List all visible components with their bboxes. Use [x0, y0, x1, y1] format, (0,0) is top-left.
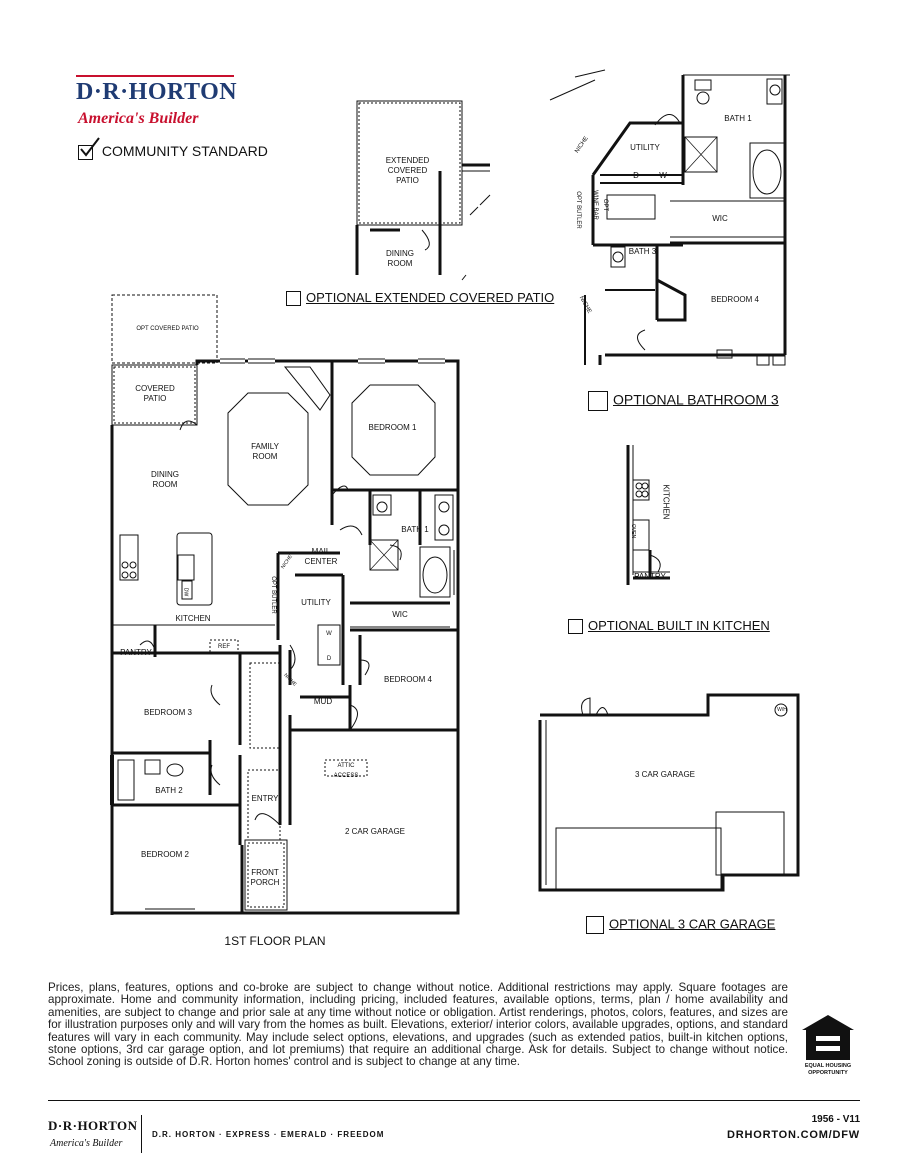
- community-standard: [78, 143, 268, 160]
- b3-opt-butler-label: OPT BUTLER: [575, 191, 581, 229]
- first-floor-plan-drawing: [100, 285, 470, 915]
- bath2-label: BATH 2: [155, 786, 183, 795]
- b3-utility-label: UTILITY: [630, 143, 660, 152]
- bedroom2-label: BEDROOM 2: [140, 850, 189, 859]
- check-icon: [78, 145, 93, 160]
- garage3-drawing: [528, 690, 803, 900]
- option-label: OPTIONAL EXTENDED COVERED PATIO: [306, 290, 555, 305]
- pantry-label: PANTRY: [120, 648, 152, 657]
- niche-label: NICHE: [280, 553, 294, 571]
- extended-covered-patio-label: EXTENDED COVERED PATIO: [385, 156, 430, 185]
- optional-bathroom3-option[interactable]: [588, 391, 779, 411]
- option-checkbox[interactable]: [588, 391, 608, 411]
- footer-logo-tagline: America's Builder: [50, 1138, 123, 1149]
- b3-bath1-label: BATH 1: [724, 114, 752, 123]
- b3-wic-label: WIC: [712, 214, 728, 223]
- b3-bedroom4-label: BEDROOM 4: [710, 295, 759, 304]
- footer-logo-wordmark: D·R·HORTON: [48, 1118, 138, 1133]
- b3-niche2-label: NICHE: [577, 295, 593, 315]
- option-label: OPTIONAL BATHROOM 3: [613, 391, 779, 408]
- footer-rule: [48, 1100, 860, 1101]
- opt-butler-label: OPT BUTLER: [270, 576, 276, 614]
- option-label: OPTIONAL 3 CAR GARAGE: [609, 916, 776, 932]
- built-in-kitchen-drawing: [620, 440, 680, 590]
- front-porch-label: FRONT PORCH: [250, 868, 280, 887]
- plan-code: 1956 - V11: [811, 1114, 860, 1125]
- b3-niche-label: NICHE: [574, 135, 590, 155]
- entry-label: ENTRY: [251, 794, 279, 803]
- logo-tagline: America's Builder: [78, 110, 199, 127]
- option-label: OPTIONAL BUILT IN KITCHEN: [588, 618, 770, 633]
- first-floor-plan-title: 1ST FLOOR PLAN: [224, 934, 326, 948]
- community-standard-label: COMMUNITY STANDARD: [101, 143, 268, 159]
- ref-label: REF: [218, 644, 230, 650]
- washer-label: W: [326, 631, 332, 637]
- dining-room-label: DINING ROOM: [151, 470, 179, 489]
- covered-patio-label: COVERED PATIO: [135, 384, 175, 403]
- drhorton-logo: [76, 75, 236, 130]
- option-checkbox[interactable]: [586, 916, 604, 934]
- attic-access-label: ATTIC ACCESS: [333, 763, 359, 779]
- bedroom1-label: BEDROOM 1: [368, 423, 417, 432]
- bedroom3-label: BEDROOM 3: [143, 708, 192, 717]
- b3-bath3-label: BATH 3: [628, 247, 657, 256]
- b3-washer-label: W: [659, 171, 667, 180]
- two-car-garage-label: 2 CAR GARAGE: [344, 827, 405, 836]
- option-checkbox[interactable]: [568, 619, 583, 634]
- disclaimer-text: Prices, plans, features, options and co-broke are subject to change without notice. Additional restrictions may apply. Square footages are approximate. Home and community information, including pricing, included features, available options, terms, plan / home availability and amenities, are subject to change and prior sale at any time without notice or obligation. Artist renderings, photos, colors, features, and sizes are for illustration purposes only and will vary from the homes as built. Elevations, exterior/ interior colors, available upgrades, options, and standard features will vary in each community. May include select options, elevations, and upgrades (such as extended patios, built-in kitchen options, stone options, 3rd car garage option, and lot premiums) that require an additional charge. Ask for details. Subject to change without notice. School zoning is outside of D.R. Horton homes' control and is subject to change at any time.: [48, 981, 788, 1069]
- logo-rule: [76, 75, 234, 77]
- equal-housing-logo: [796, 1012, 860, 1078]
- b3-wine-bar-label: OPT WINE BAR: [592, 190, 608, 220]
- footer-divider: [141, 1115, 142, 1153]
- mud-label: MUD: [313, 697, 333, 706]
- kitchen-label: KITCHEN: [175, 614, 211, 623]
- equal-housing-icon: [796, 1012, 860, 1064]
- footer-brands: D.R. HORTON · EXPRESS · EMERALD · FREEDOM: [152, 1130, 385, 1139]
- optional-3-car-garage-option[interactable]: [586, 916, 775, 934]
- footer-logo: [48, 1118, 138, 1153]
- mail-center-label: MAIL CENTER: [304, 547, 338, 566]
- patio-option-dining-label: DINING ROOM: [386, 249, 414, 268]
- website-link[interactable]: DRHORTON.COM/DFW: [727, 1129, 860, 1141]
- optional-built-in-kitchen-option[interactable]: [568, 618, 770, 634]
- bath1-label: BATH 1: [401, 525, 429, 534]
- water-heater-label: W/H: [777, 707, 787, 713]
- kitchen-option-oven-label: OVEN: [630, 523, 636, 539]
- dryer-label: D: [326, 656, 332, 662]
- dw-label: DW: [182, 587, 189, 597]
- opt-covered-patio-label: OPT COVERED PATIO: [136, 326, 199, 332]
- equal-housing-text: EQUAL HOUSING OPPORTUNITY: [804, 1063, 852, 1076]
- bedroom4-label: BEDROOM 4: [383, 675, 432, 684]
- kitchen-option-kitchen-label: KITCHEN: [661, 484, 671, 520]
- kitchen-option-pantry-label: PANTRY: [634, 572, 666, 581]
- niche2-label: NICHE: [282, 672, 298, 688]
- logo-wordmark: D·R·HORTON: [76, 79, 238, 105]
- wic-label: WIC: [392, 610, 408, 619]
- family-room-label: FAMILY ROOM: [251, 442, 279, 461]
- utility-label: UTILITY: [301, 598, 331, 607]
- garage3-label: 3 CAR GARAGE: [634, 770, 695, 779]
- b3-dryer-label: D: [633, 171, 639, 180]
